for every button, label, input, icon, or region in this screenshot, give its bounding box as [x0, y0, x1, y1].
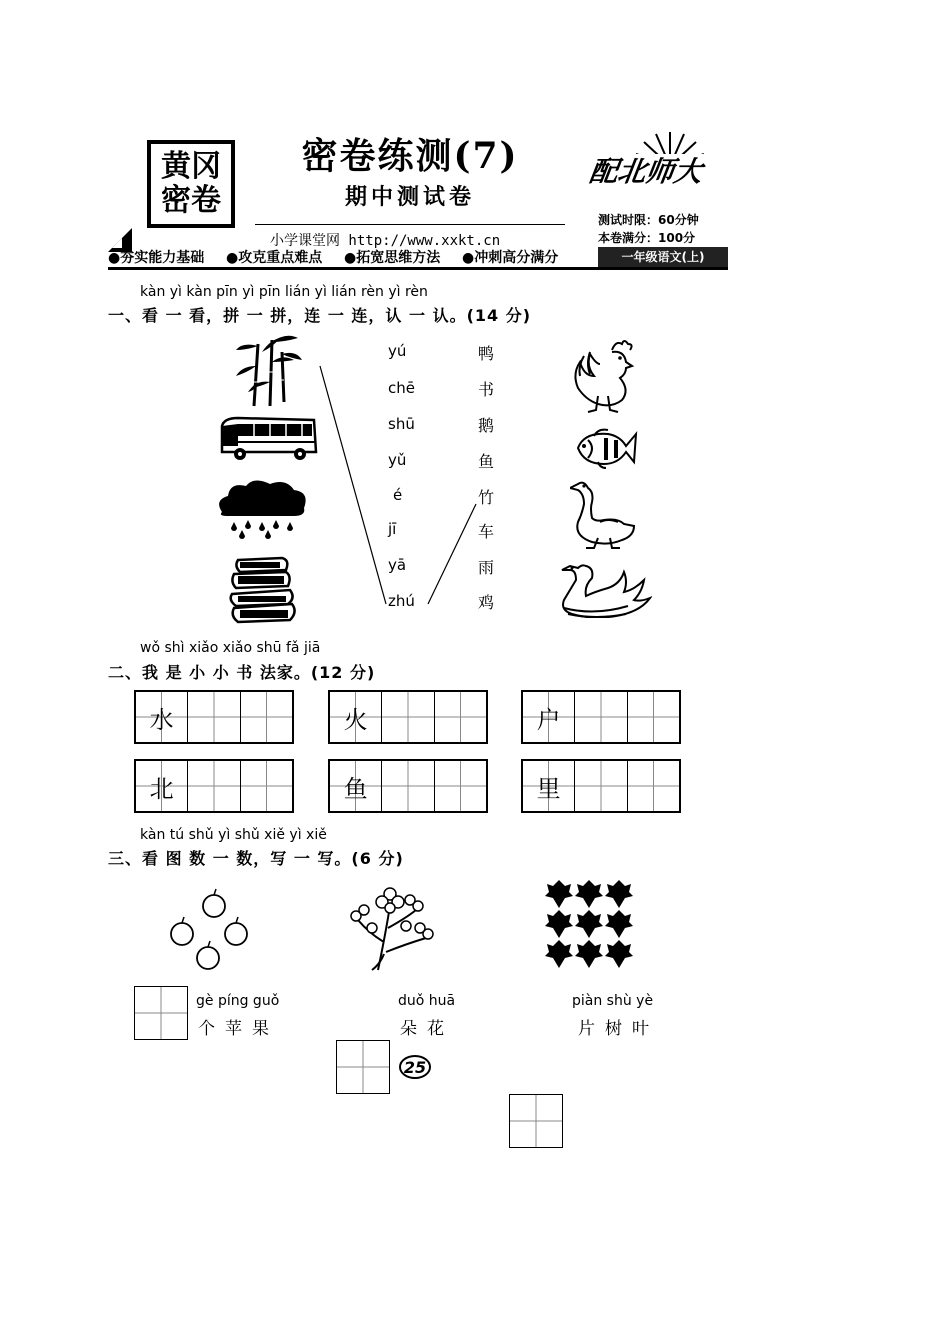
grid-cell-model: 火 — [330, 692, 382, 742]
grid-cell[interactable] — [188, 761, 240, 811]
grid-cell-model: 鱼 — [330, 761, 382, 811]
pinyin-item: shū — [388, 415, 415, 433]
leaves-icon — [544, 876, 634, 972]
unit-pinyin: duǒ huā — [398, 993, 456, 1009]
pinyin-item: jī — [388, 520, 397, 538]
answer-box-leaves[interactable] — [509, 1094, 563, 1148]
publisher-brand: 配北师大 — [587, 155, 705, 188]
writing-grid[interactable] — [521, 690, 681, 744]
books-icon — [226, 554, 298, 624]
goose-icon — [570, 478, 640, 550]
grid-cell-model: 里 — [523, 761, 575, 811]
char-item: 车 — [478, 522, 495, 541]
pinyin-item: é — [393, 486, 403, 504]
char-item: 书 — [478, 380, 495, 399]
grid-cell-model: 水 — [136, 692, 188, 742]
logo-line2: 密卷 — [161, 183, 221, 218]
section3-pinyin: kàn tú shǔ yì shǔ xiě yì xiě — [140, 827, 327, 843]
writing-grid[interactable] — [521, 759, 681, 813]
slogan-1: ●夯实能力基础 — [108, 250, 205, 266]
grid-cell[interactable] — [628, 692, 679, 742]
logo-line1: 黄冈 — [161, 149, 221, 184]
title-divider — [255, 224, 565, 225]
slogan-3: ●拓宽思维方法 — [344, 250, 441, 266]
answer-box-apples[interactable] — [134, 986, 188, 1040]
page-title: 密卷练测(7) — [301, 135, 519, 177]
rain-cloud-icon — [214, 478, 310, 540]
unit-pinyin: gè píng guǒ — [196, 993, 280, 1009]
example-lines — [310, 360, 490, 610]
writing-grid[interactable] — [134, 690, 294, 744]
grid-cell-model: 北 — [136, 761, 188, 811]
website-text: 小学课堂网 http://www.xxkt.cn — [270, 233, 501, 249]
writing-grid[interactable] — [134, 759, 294, 813]
time-limit: 测试时限：60分钟 — [598, 213, 699, 227]
char-item: 鹅 — [478, 416, 495, 435]
full-score: 本卷满分：100分 — [598, 231, 696, 245]
writing-grid[interactable] — [328, 690, 488, 744]
grid-cell[interactable] — [575, 761, 627, 811]
section3-heading: 三、看 图 数 一 数，写 一 写。(6 分) — [108, 849, 404, 868]
fish-icon — [574, 426, 638, 470]
char-item: 竹 — [478, 488, 495, 507]
logo — [147, 140, 235, 228]
pinyin-item: yā — [388, 556, 407, 574]
grid-cell[interactable] — [241, 761, 292, 811]
unit-chars: 片树叶 — [578, 1019, 659, 1039]
answer-box-flowers[interactable] — [336, 1040, 390, 1094]
pinyin-item: zhú — [388, 592, 415, 610]
grid-cell[interactable] — [628, 761, 679, 811]
rooster-icon — [568, 336, 638, 416]
page-number: 25 — [403, 1058, 427, 1077]
grid-cell-model: 户 — [523, 692, 575, 742]
unit-pinyin: piàn shù yè — [572, 993, 654, 1009]
grid-cell[interactable] — [382, 761, 434, 811]
grid-cell[interactable] — [435, 761, 486, 811]
unit-chars: 个苹果 — [198, 1019, 279, 1039]
section1-pinyin: kàn yì kàn pīn yì pīn lián yì lián rèn yì rèn — [140, 284, 428, 300]
unit-chars: 朵花 — [400, 1019, 454, 1039]
section2-pinyin: wǒ shì xiǎo xiǎo shū fǎ jiā — [140, 640, 321, 656]
swan-icon — [556, 558, 652, 618]
bus-icon — [218, 416, 320, 462]
grid-cell[interactable] — [188, 692, 240, 742]
slogan-2: ●攻克重点难点 — [226, 250, 323, 266]
char-item: 鱼 — [478, 452, 495, 471]
grid-cell[interactable] — [241, 692, 292, 742]
slogan-banner — [108, 247, 728, 270]
char-item: 鸭 — [478, 344, 495, 363]
page-subtitle: 期中测试卷 — [344, 184, 475, 210]
pinyin-item: chē — [388, 379, 415, 397]
char-item: 鸡 — [478, 593, 495, 612]
pinyin-item: yǔ — [388, 451, 407, 469]
writing-grid[interactable] — [328, 759, 488, 813]
slogan-4: ●冲刺高分满分 — [462, 250, 559, 266]
grade-label: 一年级语文(上) — [598, 247, 728, 267]
bamboo-icon — [232, 332, 304, 408]
grid-cell[interactable] — [575, 692, 627, 742]
pinyin-item: yú — [388, 342, 407, 360]
section1-heading: 一、看 一 看，拼 一 拼，连 一 连，认 一 认。(14 分) — [108, 306, 532, 325]
flower-branch-icon — [350, 882, 436, 974]
char-item: 雨 — [478, 558, 495, 577]
grid-cell[interactable] — [382, 692, 434, 742]
section2-heading: 二、我 是 小 小 书 法家。(12 分) — [108, 663, 376, 682]
apples-icon — [162, 888, 258, 974]
grid-cell[interactable] — [435, 692, 486, 742]
